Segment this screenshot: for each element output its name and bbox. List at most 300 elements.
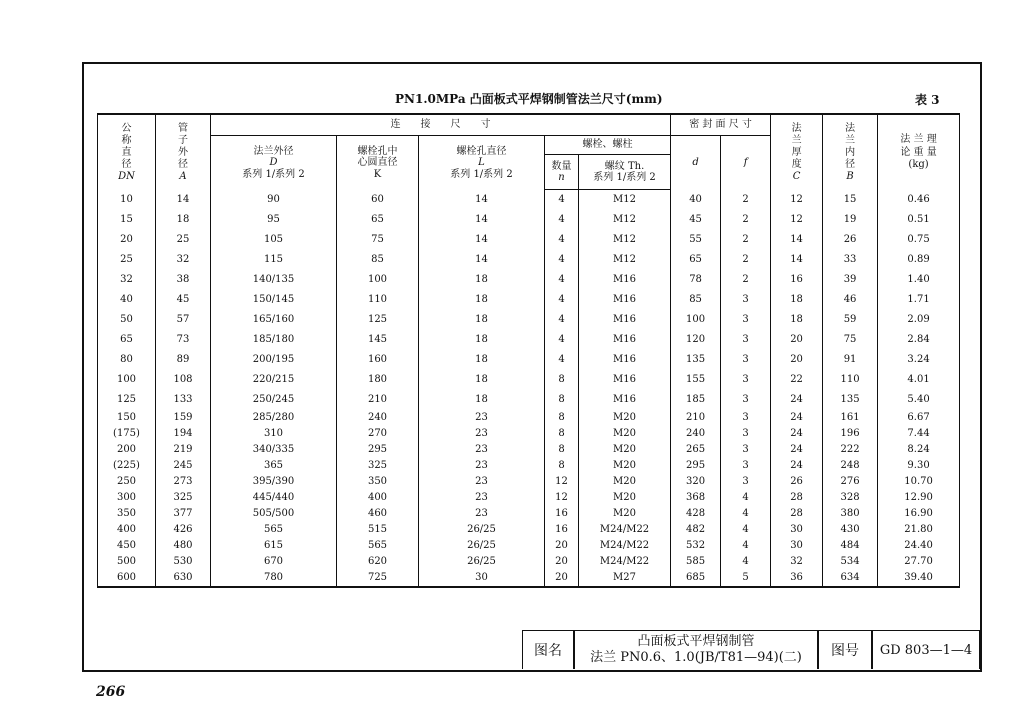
table-row <box>98 230 960 250</box>
table-cell: 534 <box>823 554 878 570</box>
table-row <box>98 570 960 587</box>
table-cell: 450 <box>98 538 156 554</box>
table-cell: 65 <box>671 250 721 270</box>
table-cell: 2 <box>721 250 771 270</box>
drawing-name-label: 图名 <box>522 630 574 669</box>
table-cell: 46 <box>823 290 878 310</box>
table-cell: 350 <box>98 506 156 522</box>
table-cell: 155 <box>671 370 721 390</box>
table-cell: 95 <box>211 210 337 230</box>
table-cell: 585 <box>671 554 721 570</box>
table-cell: 634 <box>823 570 878 587</box>
table-cell: 250/245 <box>211 390 337 410</box>
table-cell: 248 <box>823 458 878 474</box>
header-c: 法兰厚度 C <box>771 114 823 190</box>
table-cell: M27 <box>579 570 671 587</box>
table-cell: 24 <box>771 442 823 458</box>
table-cell: 150 <box>98 410 156 426</box>
table-cell: 365 <box>211 458 337 474</box>
table-row <box>98 426 960 442</box>
table-cell: 6.67 <box>878 410 960 426</box>
table-cell: 7.44 <box>878 426 960 442</box>
drawing-name: 凸面板式平焊钢制管 法兰 PN0.6、1.0(JB/T81—94)(二) <box>574 630 818 669</box>
table-cell: 4 <box>545 270 579 290</box>
table-cell: 480 <box>156 538 211 554</box>
table-cell: 59 <box>823 310 878 330</box>
table-cell: 20 <box>98 230 156 250</box>
table-row <box>98 390 960 410</box>
table-cell: 368 <box>671 490 721 506</box>
table-cell: 100 <box>337 270 419 290</box>
table-cell: 8 <box>545 410 579 426</box>
table-cell: 21.80 <box>878 522 960 538</box>
table-cell: 91 <box>823 350 878 370</box>
table-cell: 45 <box>671 210 721 230</box>
table-cell: 620 <box>337 554 419 570</box>
table-cell: 14 <box>771 230 823 250</box>
header-weight: 法 兰 理 论 重 量 (kg) <box>878 114 960 190</box>
table-number: 表 3 <box>915 93 940 107</box>
table-cell: 125 <box>98 390 156 410</box>
table-cell: 75 <box>337 230 419 250</box>
table-cell: 310 <box>211 426 337 442</box>
table-cell: M20 <box>579 426 671 442</box>
table-cell: 2 <box>721 230 771 250</box>
table-cell: 445/440 <box>211 490 337 506</box>
table-cell: 3 <box>721 370 771 390</box>
table-cell: 185/180 <box>211 330 337 350</box>
table-cell: M12 <box>579 230 671 250</box>
table-cell: 4 <box>545 210 579 230</box>
table-cell: 78 <box>671 270 721 290</box>
table-cell: 26/25 <box>419 522 545 538</box>
table-row <box>98 538 960 554</box>
table-cell: 4 <box>545 230 579 250</box>
table-cell: 400 <box>337 490 419 506</box>
table-cell: 23 <box>419 458 545 474</box>
table-row <box>98 310 960 330</box>
table-cell: 57 <box>156 310 211 330</box>
header-a: 管子外径 A <box>156 114 211 190</box>
table-cell: 20 <box>545 538 579 554</box>
table-cell: 133 <box>156 390 211 410</box>
table-cell: 90 <box>211 190 337 211</box>
table-row <box>98 350 960 370</box>
table-row <box>98 270 960 290</box>
table-cell: 565 <box>337 538 419 554</box>
table-cell: 60 <box>337 190 419 211</box>
table-cell: 300 <box>98 490 156 506</box>
table-row <box>98 370 960 390</box>
table-cell: 120 <box>671 330 721 350</box>
table-cell: 25 <box>98 250 156 270</box>
table-cell: 12.90 <box>878 490 960 506</box>
table-cell: 32 <box>771 554 823 570</box>
table-cell: 80 <box>98 350 156 370</box>
table-cell: 12 <box>545 490 579 506</box>
table-cell: 484 <box>823 538 878 554</box>
table-cell: 26/25 <box>419 538 545 554</box>
table-cell: 89 <box>156 350 211 370</box>
table-cell: 222 <box>823 442 878 458</box>
table-cell: 285/280 <box>211 410 337 426</box>
table-cell: 780 <box>211 570 337 587</box>
table-cell: 20 <box>545 554 579 570</box>
table-cell: 14 <box>771 250 823 270</box>
table-cell: 194 <box>156 426 211 442</box>
table-row <box>98 458 960 474</box>
table-cell: 75 <box>823 330 878 350</box>
table-cell: 14 <box>419 250 545 270</box>
header-b: 法兰内径 B <box>823 114 878 190</box>
table-cell: 8 <box>545 426 579 442</box>
table-cell: 20 <box>771 330 823 350</box>
table-cell: 15 <box>98 210 156 230</box>
table-cell: 73 <box>156 330 211 350</box>
table-cell: 8.24 <box>878 442 960 458</box>
table-cell: M20 <box>579 442 671 458</box>
table-cell: 3 <box>721 458 771 474</box>
table-cell: 4.01 <box>878 370 960 390</box>
table-cell: 30 <box>771 538 823 554</box>
table-cell: 26 <box>771 474 823 490</box>
table-cell: 125 <box>337 310 419 330</box>
header-dn: 公称直径 DN <box>98 114 156 190</box>
table-cell: 110 <box>823 370 878 390</box>
table-cell: 340/335 <box>211 442 337 458</box>
table-cell: M24/M22 <box>579 538 671 554</box>
table-row <box>98 474 960 490</box>
header-bolt: 螺栓、螺柱 <box>545 136 671 155</box>
table-row <box>98 410 960 426</box>
table-cell: 135 <box>671 350 721 370</box>
table-cell: M16 <box>579 310 671 330</box>
table-cell: 685 <box>671 570 721 587</box>
table-cell: 14 <box>419 230 545 250</box>
table-cell: 18 <box>156 210 211 230</box>
table-cell: 565 <box>211 522 337 538</box>
table-cell: 2.09 <box>878 310 960 330</box>
table-cell: 380 <box>823 506 878 522</box>
table-cell: 9.30 <box>878 458 960 474</box>
table-cell: 1.71 <box>878 290 960 310</box>
table-cell: 265 <box>671 442 721 458</box>
table-cell: 5 <box>721 570 771 587</box>
table-cell: 328 <box>823 490 878 506</box>
table-cell: 105 <box>211 230 337 250</box>
table-cell: 325 <box>337 458 419 474</box>
table-cell: 14 <box>419 190 545 211</box>
table-cell: 12 <box>771 210 823 230</box>
table-row <box>98 250 960 270</box>
table-cell: 600 <box>98 570 156 587</box>
table-cell: 210 <box>337 390 419 410</box>
table-cell: 14 <box>419 210 545 230</box>
table-cell: 85 <box>337 250 419 270</box>
table-cell: 24 <box>771 390 823 410</box>
table-cell: 161 <box>823 410 878 426</box>
table-cell: 725 <box>337 570 419 587</box>
table-cell: 100 <box>671 310 721 330</box>
table-cell: 23 <box>419 442 545 458</box>
table-cell: 460 <box>337 506 419 522</box>
table-row <box>98 490 960 506</box>
table-cell: 295 <box>337 442 419 458</box>
table-cell: 28 <box>771 490 823 506</box>
header-n: 数量 n <box>545 155 579 190</box>
table-cell: 23 <box>419 506 545 522</box>
table-cell: 32 <box>98 270 156 290</box>
table-cell: M16 <box>579 390 671 410</box>
table-cell: 23 <box>419 426 545 442</box>
table-cell: 4 <box>721 506 771 522</box>
table-cell: 23 <box>419 474 545 490</box>
header-seal: 密 封 面 尺 寸 <box>671 114 771 136</box>
table-cell: 45 <box>156 290 211 310</box>
table-cell: 532 <box>671 538 721 554</box>
table-cell: (175) <box>98 426 156 442</box>
table-cell: 160 <box>337 350 419 370</box>
table-cell: 196 <box>823 426 878 442</box>
table-cell: 180 <box>337 370 419 390</box>
table-cell: 426 <box>156 522 211 538</box>
table-cell: 150/145 <box>211 290 337 310</box>
table-cell: 23 <box>419 410 545 426</box>
drawing-code: GD 803—1—4 <box>872 630 980 669</box>
table-cell: 245 <box>156 458 211 474</box>
table-cell: 3 <box>721 390 771 410</box>
table-cell: 26/25 <box>419 554 545 570</box>
table-cell: 377 <box>156 506 211 522</box>
table-cell: 20 <box>545 570 579 587</box>
table-cell: 4 <box>545 190 579 211</box>
table-cell: 295 <box>671 458 721 474</box>
header-f: f <box>721 136 771 190</box>
table-cell: 28 <box>771 506 823 522</box>
table-cell: 39.40 <box>878 570 960 587</box>
table-cell: 18 <box>771 290 823 310</box>
table-cell: 4 <box>545 310 579 330</box>
table-cell: 18 <box>419 350 545 370</box>
table-cell: 219 <box>156 442 211 458</box>
table-cell: 22 <box>771 370 823 390</box>
table-cell: (225) <box>98 458 156 474</box>
table-cell: M16 <box>579 370 671 390</box>
table-row <box>98 190 960 211</box>
table-cell: M16 <box>579 330 671 350</box>
table-cell: 500 <box>98 554 156 570</box>
table-cell: 0.46 <box>878 190 960 211</box>
table-cell: 24 <box>771 458 823 474</box>
table-cell: 4 <box>721 554 771 570</box>
table-cell: 3 <box>721 474 771 490</box>
table-cell: 615 <box>211 538 337 554</box>
table-cell: 100 <box>98 370 156 390</box>
table-cell: 240 <box>671 426 721 442</box>
table-cell: M12 <box>579 190 671 211</box>
table-cell: 18 <box>419 370 545 390</box>
table-cell: 670 <box>211 554 337 570</box>
table-cell: 16 <box>545 522 579 538</box>
table-cell: 32 <box>156 250 211 270</box>
table-cell: 165/160 <box>211 310 337 330</box>
table-cell: 0.89 <box>878 250 960 270</box>
table-cell: 3 <box>721 442 771 458</box>
table-cell: 395/390 <box>211 474 337 490</box>
table-row <box>98 290 960 310</box>
table-cell: 159 <box>156 410 211 426</box>
table-cell: 3 <box>721 290 771 310</box>
table-cell: M12 <box>579 210 671 230</box>
table-cell: 4 <box>721 538 771 554</box>
table-cell: 270 <box>337 426 419 442</box>
table-title: PN1.0MPa 凸面板式平焊钢制管法兰尺寸(mm) <box>395 92 663 106</box>
table-cell: M16 <box>579 270 671 290</box>
table-cell: 4 <box>545 350 579 370</box>
table-cell: 4 <box>721 490 771 506</box>
table-cell: 4 <box>545 250 579 270</box>
table-cell: 400 <box>98 522 156 538</box>
table-cell: 40 <box>671 190 721 211</box>
table-cell: 3.24 <box>878 350 960 370</box>
table-cell: 0.51 <box>878 210 960 230</box>
table-cell: 40 <box>98 290 156 310</box>
table-cell: 8 <box>545 442 579 458</box>
table-cell: 18 <box>419 290 545 310</box>
table-cell: 19 <box>823 210 878 230</box>
table-cell: 38 <box>156 270 211 290</box>
table-cell: 12 <box>545 474 579 490</box>
table-cell: 108 <box>156 370 211 390</box>
table-row <box>98 506 960 522</box>
header-l: 螺栓孔直径 L 系列 1/系列 2 <box>419 136 545 190</box>
table-cell: 18 <box>419 270 545 290</box>
table-cell: M24/M22 <box>579 522 671 538</box>
table-cell: M20 <box>579 410 671 426</box>
table-cell: 320 <box>671 474 721 490</box>
table-cell: 4 <box>545 290 579 310</box>
table-cell: 65 <box>337 210 419 230</box>
table-cell: M12 <box>579 250 671 270</box>
table-cell: 33 <box>823 250 878 270</box>
table-cell: 12 <box>771 190 823 211</box>
table-cell: 18 <box>419 310 545 330</box>
table-row <box>98 210 960 230</box>
table-row <box>98 522 960 538</box>
table-cell: 16.90 <box>878 506 960 522</box>
table-cell: 39 <box>823 270 878 290</box>
table-cell: 220/215 <box>211 370 337 390</box>
table-cell: 20 <box>771 350 823 370</box>
table-cell: 85 <box>671 290 721 310</box>
table-cell: 530 <box>156 554 211 570</box>
table-cell: 65 <box>98 330 156 350</box>
table-cell: M20 <box>579 506 671 522</box>
header-d: d <box>671 136 721 190</box>
table-cell: 24 <box>771 410 823 426</box>
table-cell: 1.40 <box>878 270 960 290</box>
table-cell: 50 <box>98 310 156 330</box>
table-cell: 26 <box>823 230 878 250</box>
table-cell: 2 <box>721 190 771 211</box>
table-cell: 3 <box>721 310 771 330</box>
table-cell: 8 <box>545 370 579 390</box>
table-cell: 3 <box>721 350 771 370</box>
table-row <box>98 442 960 458</box>
table-cell: 8 <box>545 458 579 474</box>
table-cell: 200/195 <box>211 350 337 370</box>
table-cell: 27.70 <box>878 554 960 570</box>
table-cell: 2 <box>721 270 771 290</box>
table-cell: M20 <box>579 458 671 474</box>
table-cell: 23 <box>419 490 545 506</box>
table-cell: 200 <box>98 442 156 458</box>
table-cell: 350 <box>337 474 419 490</box>
table-cell: 24 <box>771 426 823 442</box>
table-cell: 16 <box>771 270 823 290</box>
table-cell: 482 <box>671 522 721 538</box>
table-cell: 18 <box>419 390 545 410</box>
table-cell: 14 <box>156 190 211 211</box>
header-th: 螺纹 Th. 系列 1/系列 2 <box>579 155 671 190</box>
table-cell: 185 <box>671 390 721 410</box>
table-cell: 24.40 <box>878 538 960 554</box>
table-cell: 4 <box>721 522 771 538</box>
table-cell: 515 <box>337 522 419 538</box>
table-cell: 210 <box>671 410 721 426</box>
table-cell: 325 <box>156 490 211 506</box>
table-cell: M20 <box>579 490 671 506</box>
table-cell: 30 <box>771 522 823 538</box>
table-cell: 15 <box>823 190 878 211</box>
table-cell: M16 <box>579 350 671 370</box>
flange-dimension-table <box>97 113 960 588</box>
table-cell: 18 <box>419 330 545 350</box>
table-cell: 55 <box>671 230 721 250</box>
table-cell: 240 <box>337 410 419 426</box>
table-cell: 110 <box>337 290 419 310</box>
table-cell: M24/M22 <box>579 554 671 570</box>
table-cell: 630 <box>156 570 211 587</box>
table-cell: 276 <box>823 474 878 490</box>
table-cell: 10 <box>98 190 156 211</box>
drawing-code-label: 图号 <box>818 630 872 669</box>
table-cell: 3 <box>721 426 771 442</box>
header-connection: 连 接 尺 寸 <box>211 114 671 136</box>
table-cell: 10.70 <box>878 474 960 490</box>
table-row <box>98 330 960 350</box>
table-cell: 135 <box>823 390 878 410</box>
table-cell: 140/135 <box>211 270 337 290</box>
table-cell: 430 <box>823 522 878 538</box>
table-cell: 145 <box>337 330 419 350</box>
table-cell: 2.84 <box>878 330 960 350</box>
table-cell: 250 <box>98 474 156 490</box>
table-cell: 0.75 <box>878 230 960 250</box>
table-cell: 3 <box>721 410 771 426</box>
table-cell: 273 <box>156 474 211 490</box>
table-cell: 36 <box>771 570 823 587</box>
table-cell: M20 <box>579 474 671 490</box>
table-cell: 5.40 <box>878 390 960 410</box>
page-number: 266 <box>96 684 126 700</box>
table-cell: 4 <box>545 330 579 350</box>
table-cell: 8 <box>545 390 579 410</box>
table-row <box>98 554 960 570</box>
table-cell: 3 <box>721 330 771 350</box>
table-cell: 16 <box>545 506 579 522</box>
table-cell: 2 <box>721 210 771 230</box>
